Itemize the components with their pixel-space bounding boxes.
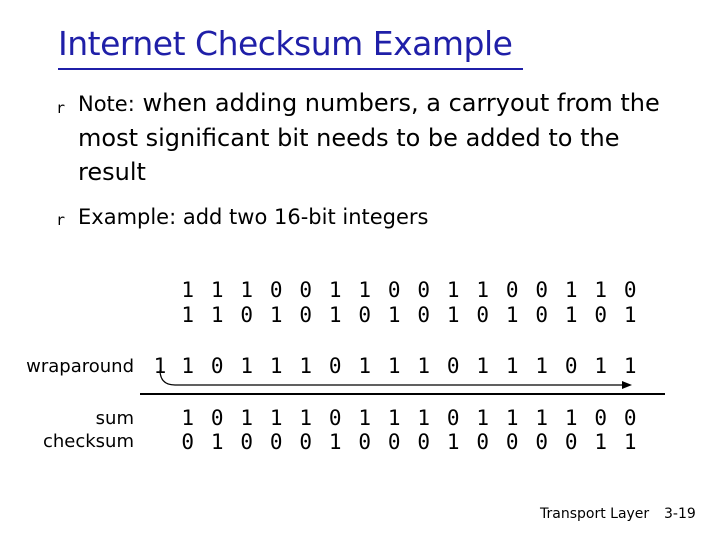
addend1-bit: 0 — [269, 278, 283, 302]
wraparound-bit: 1 — [299, 354, 313, 378]
sum-bit: 1 — [299, 406, 313, 430]
sum-row — [173, 406, 646, 432]
addend2-bit: 1 — [623, 303, 637, 327]
sum-bit: 0 — [446, 406, 460, 430]
addend1-bit: 0 — [387, 278, 401, 302]
addend1-bit: 1 — [358, 278, 372, 302]
addend2-bit: 1 — [269, 303, 283, 327]
wraparound-bit: 1 — [417, 354, 431, 378]
addend1-bit: 1 — [564, 278, 578, 302]
addend2-bit: 0 — [476, 303, 490, 327]
addend1-bit: 0 — [505, 278, 519, 302]
checksum-bit: 0 — [240, 430, 254, 454]
checksum-row — [173, 430, 646, 456]
addend1-bit: 0 — [623, 278, 637, 302]
addend2-bit: 1 — [505, 303, 519, 327]
wraparound-bit: 1 — [505, 354, 519, 378]
addend1-bit: 1 — [476, 278, 490, 302]
footer-page: 3-19 — [664, 506, 696, 522]
checksum-bit: 0 — [269, 430, 283, 454]
addend1-bit: 1 — [181, 278, 195, 302]
checksum-bit: 0 — [181, 430, 195, 454]
checksum-bit: 0 — [564, 430, 578, 454]
addend1-bit: 0 — [417, 278, 431, 302]
wraparound-bit: 1 — [476, 354, 490, 378]
sum-label: sum — [95, 408, 134, 429]
wraparound-bit: 0 — [210, 354, 224, 378]
checksum-bit: 1 — [446, 430, 460, 454]
wraparound-bit: 1 — [269, 354, 283, 378]
sum-bit: 1 — [269, 406, 283, 430]
bullet-example: Example: add two 16-bit integers — [78, 205, 429, 229]
addend2-bit: 0 — [594, 303, 608, 327]
footer-section: Transport Layer — [540, 506, 650, 522]
sum-bit: 1 — [535, 406, 549, 430]
checksum-bit: 0 — [387, 430, 401, 454]
wraparound-bit: 1 — [240, 354, 254, 378]
checksum-bit: 0 — [476, 430, 490, 454]
wraparound-bit: 0 — [328, 354, 342, 378]
note-lead: Note: — [78, 92, 135, 116]
sum-rule — [140, 393, 665, 395]
sum-bit: 1 — [564, 406, 578, 430]
checksum-bit: 1 — [210, 430, 224, 454]
addend2-bit: 1 — [564, 303, 578, 327]
note-text: when adding numbers, a carryout from the most significant bit needs to be added to the result — [78, 89, 660, 186]
sum-bit: 0 — [210, 406, 224, 430]
wraparound-bit: 1 — [594, 354, 608, 378]
wraparound-bit: 1 — [387, 354, 401, 378]
addend1-bit: 1 — [240, 278, 254, 302]
checksum-bit: 1 — [328, 430, 342, 454]
wraparound-bit: 1 — [181, 354, 195, 378]
checksum-bit: 0 — [417, 430, 431, 454]
wraparound-bit: 0 — [446, 354, 460, 378]
sum-bit: 0 — [623, 406, 637, 430]
addend2-bit: 1 — [446, 303, 460, 327]
addend1-bit: 1 — [210, 278, 224, 302]
addend1-bit: 1 — [594, 278, 608, 302]
addend2-bit: 1 — [387, 303, 401, 327]
sum-bit: 1 — [387, 406, 401, 430]
bullet-marker-2: r — [56, 211, 66, 229]
checksum-bit: 0 — [535, 430, 549, 454]
wraparound-bit: 1 — [623, 354, 637, 378]
addend1-bit: 0 — [299, 278, 313, 302]
sum-bit: 1 — [417, 406, 431, 430]
checksum-label: checksum — [42, 431, 134, 452]
addend2-bit: 1 — [210, 303, 224, 327]
carry-bit: 1 — [153, 354, 167, 378]
bullet-marker-1: r — [56, 99, 66, 117]
addend2-bit: 0 — [299, 303, 313, 327]
slide-title: Internet Checksum Example — [58, 24, 513, 63]
sum-bit: 1 — [505, 406, 519, 430]
sum-bit: 1 — [181, 406, 195, 430]
wraparound-label: wraparound — [26, 356, 134, 377]
addend1-bit: 1 — [446, 278, 460, 302]
addend2-bit: 1 — [328, 303, 342, 327]
wraparound-bit: 0 — [564, 354, 578, 378]
addend2-bit: 1 — [181, 303, 195, 327]
wraparound-bit: 1 — [358, 354, 372, 378]
checksum-bit: 1 — [594, 430, 608, 454]
addend1-bit: 0 — [535, 278, 549, 302]
checksum-bit: 1 — [623, 430, 637, 454]
addend2-bit: 0 — [358, 303, 372, 327]
checksum-bit: 0 — [505, 430, 519, 454]
checksum-bit: 0 — [358, 430, 372, 454]
checksum-bit: 0 — [299, 430, 313, 454]
sum-bit: 0 — [328, 406, 342, 430]
addend2-bit: 0 — [240, 303, 254, 327]
sum-bit: 1 — [358, 406, 372, 430]
sum-bit: 1 — [476, 406, 490, 430]
sum-bit: 0 — [594, 406, 608, 430]
addend2-bit: 0 — [535, 303, 549, 327]
wraparound-bit: 1 — [535, 354, 549, 378]
sum-bit: 1 — [240, 406, 254, 430]
addend1-bit: 1 — [328, 278, 342, 302]
addend2-bit: 0 — [417, 303, 431, 327]
